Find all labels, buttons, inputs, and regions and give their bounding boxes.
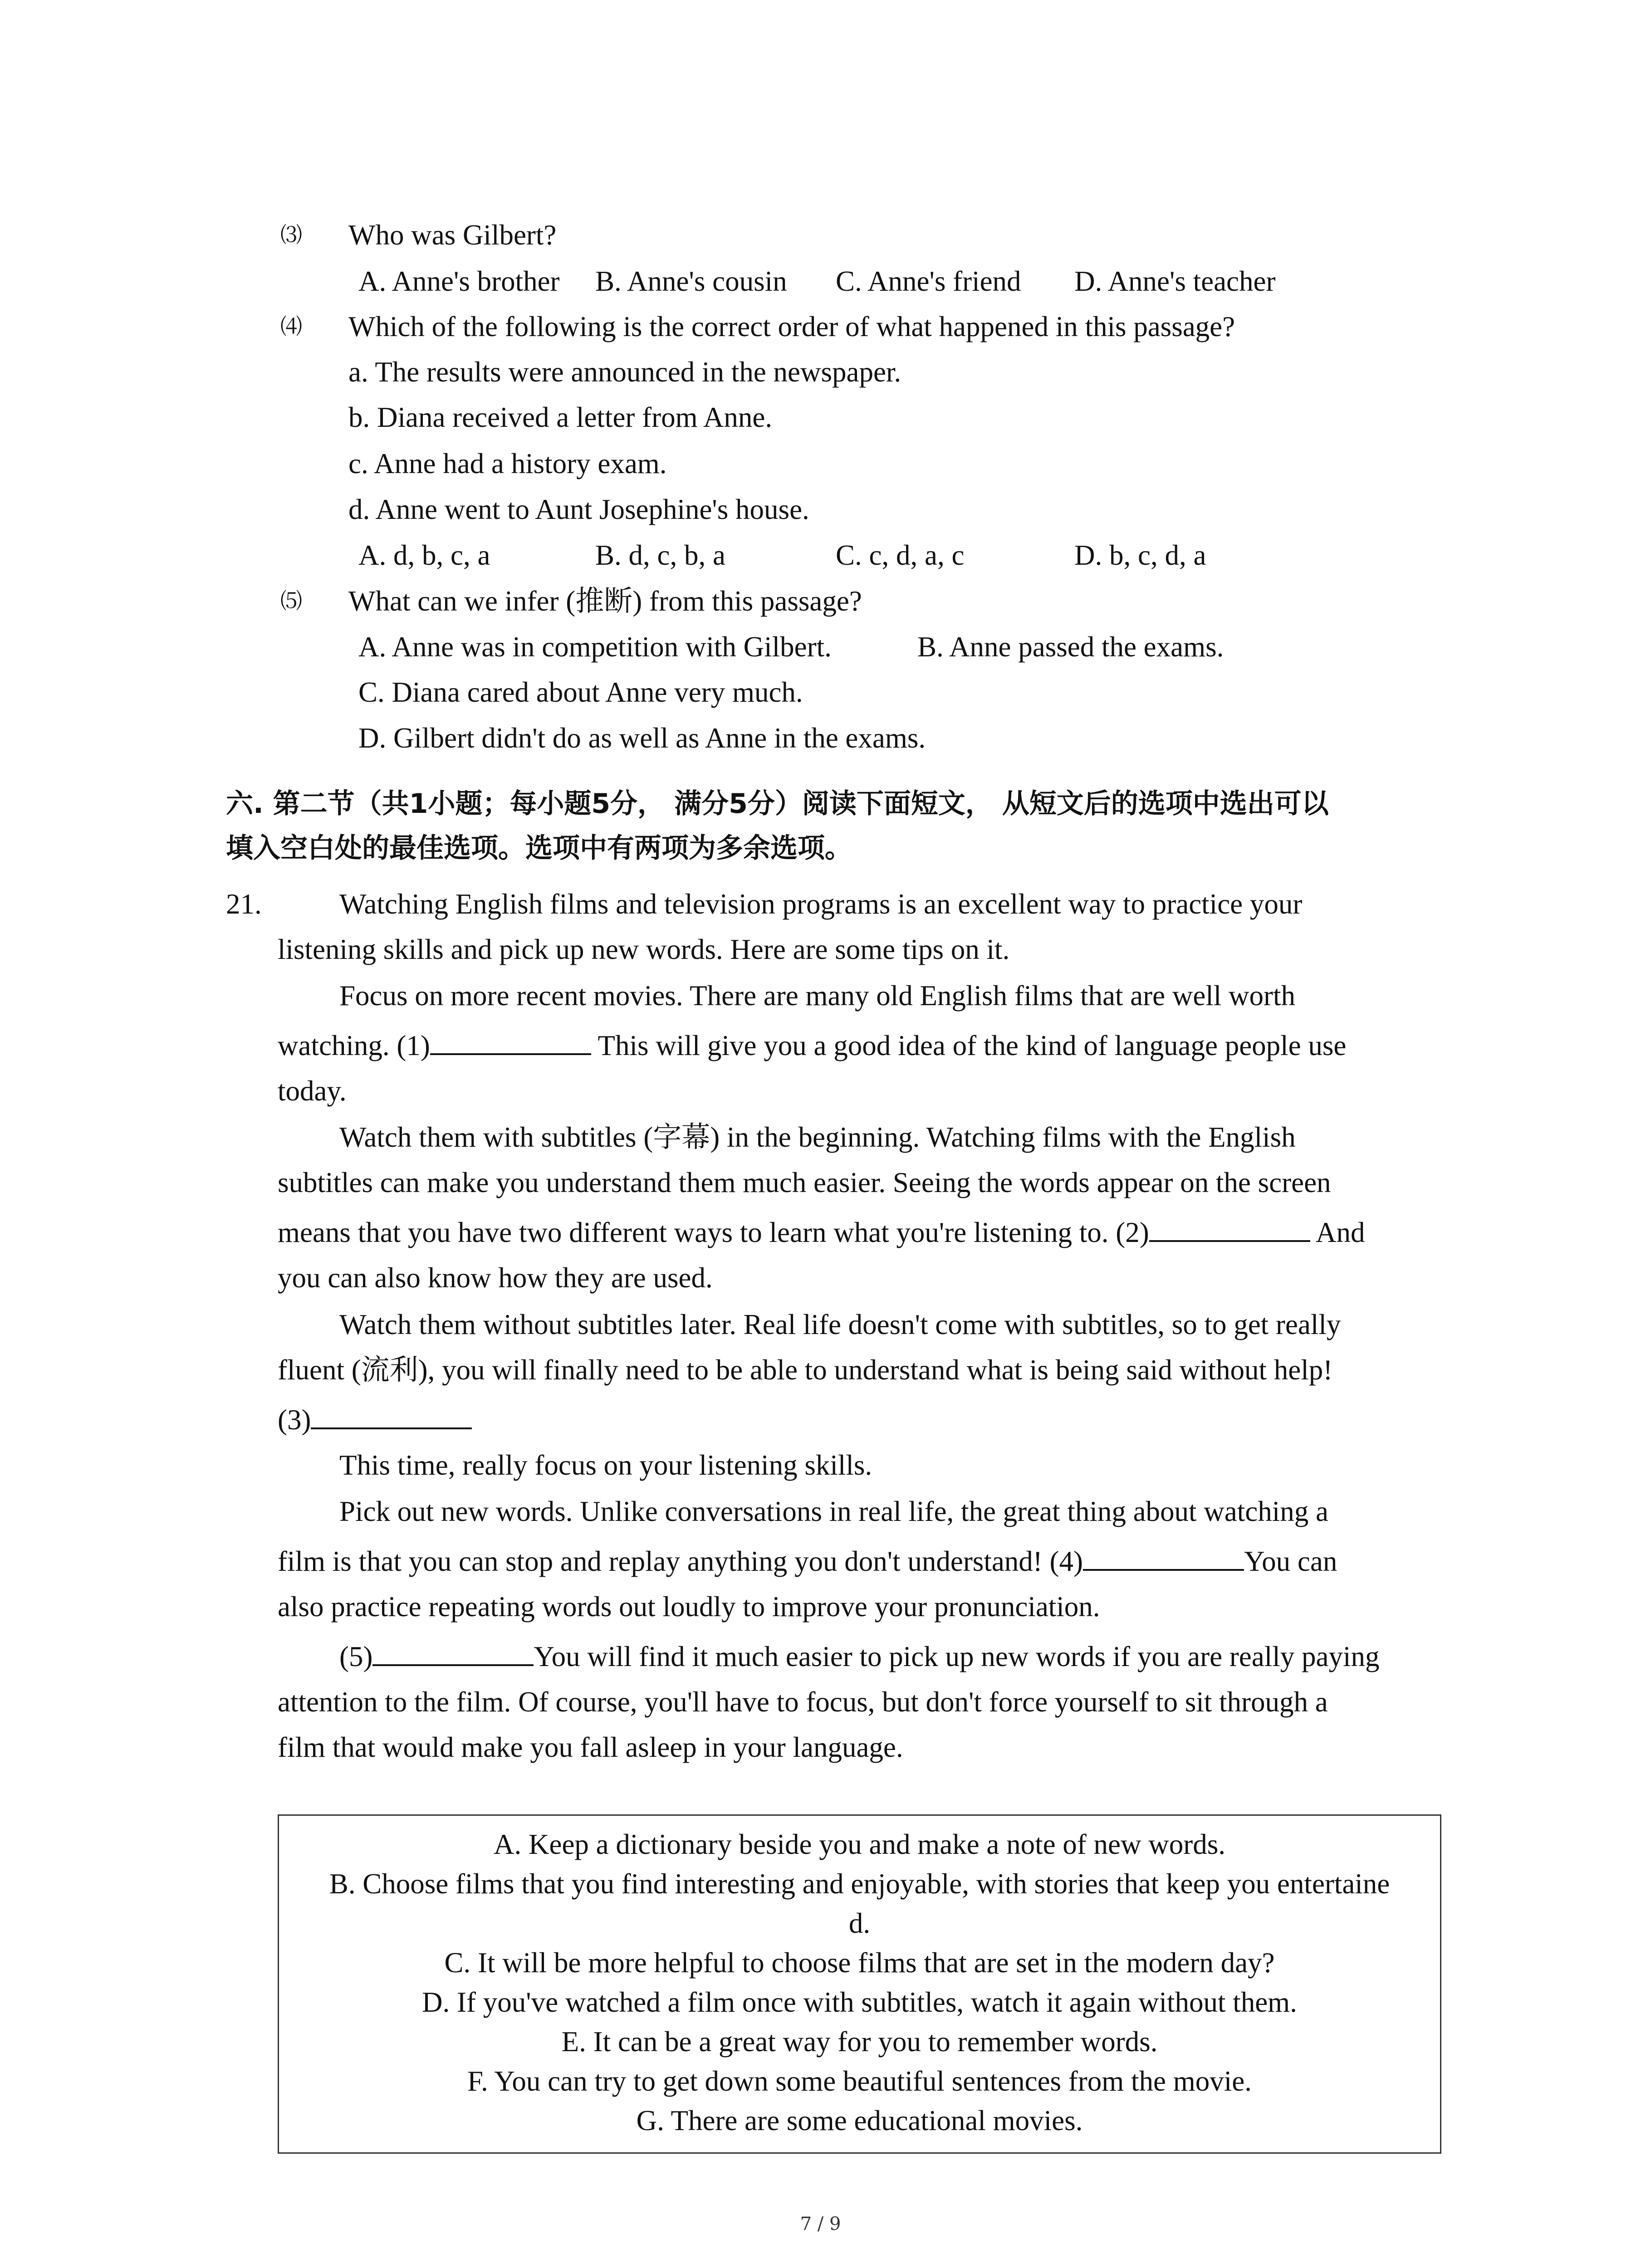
passage-text: (5)	[339, 1641, 373, 1672]
option-C: C. It will be more helpful to choose films that are set in the modern day?	[444, 1947, 1275, 1979]
option: B. d, c, b, a	[595, 539, 725, 571]
option: D. Anne's teacher	[1074, 265, 1276, 297]
question-number: 21.	[226, 888, 262, 920]
blank-1[interactable]	[430, 1028, 591, 1055]
option: D. b, c, d, a	[1074, 539, 1206, 571]
section-heading: 六. 第二节（共1小题；每小题5分， 满分5分）阅读下面短文， 从短文后的选项中选出可以	[226, 788, 1329, 820]
passage-text: (3)	[278, 1404, 311, 1436]
passage-line	[278, 1214, 1365, 1251]
page-number: 7 / 9	[800, 2214, 841, 2234]
passage-line: film that would make you fall asleep in your language.	[278, 1731, 903, 1763]
passage-text: And	[1310, 1217, 1365, 1248]
question-number: ⑶	[280, 222, 303, 248]
passage-text: This will give you a good idea of the kind of language people use	[591, 1030, 1347, 1061]
passage-line: fluent (流利), you will finally need to be able to understand what is being said without help!	[278, 1354, 1333, 1386]
passage-line: Watch them with subtitles (字幕) in the beginning. Watching films with the English	[339, 1121, 1296, 1153]
passage-text: means that you have two different ways to learn what you're listening to. (2)	[278, 1217, 1149, 1248]
question-number: ⑸	[280, 588, 303, 614]
passage-line: attention to the film. Of course, you'll have to focus, but don't force yourself to sit through a	[278, 1686, 1328, 1718]
passage-line: you can also know how they are used.	[278, 1262, 713, 1294]
question-stem: Which of the following is the correct order of what happened in this passage?	[348, 311, 1235, 342]
option-B: B. Choose films that you find interesting and enjoyable, with stories that keep you entertaine	[329, 1868, 1390, 1900]
option-G: G. There are some educational movies.	[636, 2105, 1083, 2136]
question-stem: Who was Gilbert?	[348, 219, 557, 251]
passage-line: listening skills and pick up new words. Here are some tips on it.	[278, 934, 1010, 965]
question-number: ⑷	[280, 314, 303, 339]
option-D: D. If you've watched a film once with subtitles, watch it again without them.	[422, 1986, 1297, 2018]
passage-line	[339, 1638, 1379, 1675]
option-E: E. It can be a great way for you to remember words.	[561, 2026, 1158, 2058]
option: B. Anne's cousin	[595, 265, 787, 297]
passage-text: watching. (1)	[278, 1030, 430, 1061]
passage-text: You will find it much easier to pick up new words if you are really paying	[534, 1641, 1380, 1672]
passage-line	[278, 1402, 472, 1438]
passage-line: This time, really focus on your listening skills.	[339, 1449, 872, 1481]
options-box	[278, 1814, 1441, 2154]
passage-line: also practice repeating words out loudly to improve your pronunciation.	[278, 1591, 1100, 1623]
option: C. c, d, a, c	[836, 539, 965, 571]
option: D. Gilbert didn't do as well as Anne in the exams.	[358, 722, 926, 754]
blank-4[interactable]	[1083, 1544, 1244, 1571]
question-stem: What can we infer (推断) from this passage?	[348, 585, 862, 617]
passage-line	[278, 1027, 1346, 1064]
event-item: d. Anne went to Aunt Josephine's house.	[348, 494, 809, 525]
passage-line: Pick out new words. Unlike conversations in real life, the great thing about watching a	[339, 1496, 1328, 1527]
passage-line	[278, 1543, 1337, 1579]
passage-line: today.	[278, 1075, 347, 1107]
option: A. Anne was in competition with Gilbert.	[358, 631, 832, 663]
option: A. d, b, c, a	[358, 539, 490, 571]
option: C. Anne's friend	[836, 265, 1021, 297]
option-F: F. You can try to get down some beautiful sentences from the movie.	[467, 2065, 1252, 2097]
passage-line: Watch them without subtitles later. Real life doesn't come with subtitles, so to get really	[339, 1309, 1341, 1340]
option: A. Anne's brother	[358, 265, 560, 297]
option-B-continued: d.	[848, 1907, 871, 1939]
passage-text: film is that you can stop and replay anything you don't understand! (4)	[278, 1545, 1083, 1577]
option: B. Anne passed the exams.	[917, 631, 1224, 663]
event-item: b. Diana received a letter from Anne.	[348, 401, 773, 433]
event-item: a. The results were announced in the newspaper.	[348, 356, 901, 388]
passage-line: Watching English films and television programs is an excellent way to practice your	[339, 888, 1303, 920]
blank-3[interactable]	[311, 1402, 472, 1429]
section-heading: 填入空白处的最佳选项。选项中有两项为多余选项。	[226, 832, 852, 864]
option: C. Diana cared about Anne very much.	[358, 676, 803, 708]
passage-line: subtitles can make you understand them much easier. Seeing the words appear on the screen	[278, 1167, 1331, 1198]
blank-5[interactable]	[372, 1639, 534, 1666]
passage-line: Focus on more recent movies. There are many old English films that are well worth	[339, 980, 1296, 1012]
passage-text: You can	[1244, 1545, 1337, 1577]
blank-2[interactable]	[1149, 1215, 1310, 1242]
option-A: A. Keep a dictionary beside you and make a note of new words.	[494, 1828, 1225, 1860]
event-item: c. Anne had a history exam.	[348, 448, 667, 479]
